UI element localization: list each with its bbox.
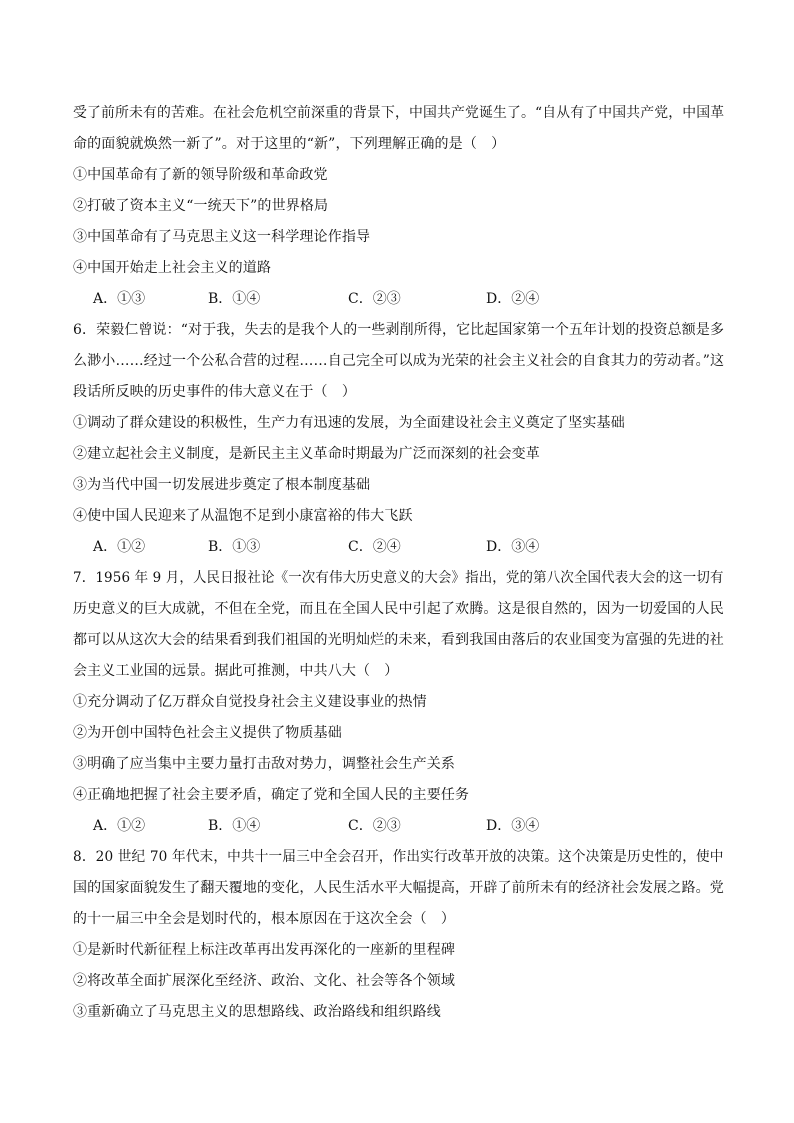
- question-8-text-line: 的十一届三中全会是划时代的，根本原因在于这次全会（ ）: [73, 911, 456, 927]
- option-b[interactable]: B．①③: [208, 539, 261, 555]
- option-b[interactable]: B．①④: [208, 291, 261, 307]
- option-c[interactable]: C．②③: [348, 818, 401, 834]
- option-c[interactable]: C．②③: [348, 291, 401, 307]
- question-8-statement: ①是新时代新征程上标注改革再出发再深化的一座新的里程碑: [73, 942, 456, 958]
- question-5-text-line: 命的面貌就焕然一新了”。对于这里的“新”，下列理解正确的是（ ）: [73, 136, 506, 152]
- option-d[interactable]: D．②④: [486, 291, 540, 307]
- question-8-text-line: 国的国家面貌发生了翻天覆地的变化，人民生活水平大幅提高，开辟了前所未有的经济社会发展之路。党: [73, 880, 724, 896]
- question-6-statement: ③为当代中国一切发展进步奠定了根本制度基础: [73, 477, 371, 493]
- question-7-text-line: 会主义工业国的远景。据此可推测，中共八大（ ）: [73, 663, 399, 679]
- question-8-text-line: 8．20 世纪 70 年代末，中共十一届三中全会召开，作出实行改革开放的决策。这个决策是历史性的，使中: [73, 849, 724, 865]
- question-8-statement: ③重新确立了马克思主义的思想路线、政治路线和组织路线: [73, 1004, 441, 1020]
- question-5-statement: ①中国革命有了新的领导阶级和革命政党: [73, 167, 328, 183]
- question-7-statement: ②为开创中国特色社会主义提供了物质基础: [73, 725, 342, 741]
- option-a[interactable]: A．①②: [93, 818, 146, 834]
- question-5-statement: ③中国革命有了马克思主义这一科学理论作指导: [73, 229, 371, 245]
- question-5-text-line: 受了前所未有的苦难。在社会危机空前深重的背景下，中国共产党诞生了。“自从有了中国共产党，中国革: [73, 105, 725, 121]
- question-7-statement: ③明确了应当集中主要力量打击敌对势力，调整社会生产关系: [73, 756, 456, 772]
- option-c[interactable]: C．②④: [348, 539, 401, 555]
- question-7-text-line: 7．1956 年 9 月，人民日报社论《一次有伟大历史意义的大会》指出，党的第八次全国代表大会的这一切有: [73, 570, 724, 586]
- question-6-text-line: 么渺小……经过一个公私合营的过程……自己完全可以成为光荣的社会主义社会的自食其力的劳动者。”这: [73, 353, 725, 369]
- option-a[interactable]: A．①③: [93, 291, 146, 307]
- question-5-statement: ④中国开始走上社会主义的道路: [73, 260, 272, 276]
- question-7-text-line: 都可以从这次大会的结果看到我们祖国的光明灿烂的未来，看到我国由落后的农业国变为富强的先进的社: [73, 632, 724, 648]
- option-b[interactable]: B．①④: [208, 818, 261, 834]
- question-5-statement: ②打破了资本主义“一统天下”的世界格局: [73, 198, 329, 214]
- question-7-statement: ①充分调动了亿万群众自觉投身社会主义建设事业的热情: [73, 694, 427, 710]
- question-6-statement: ④使中国人民迎来了从温饱不足到小康富裕的伟大飞跃: [73, 508, 413, 524]
- question-7-text-line: 历史意义的巨大成就，不但在全党，而且在全国人民中引起了欢腾。这是很自然的，因为一切爱国的人民: [73, 601, 724, 617]
- option-d[interactable]: D．③④: [486, 818, 540, 834]
- question-7-statement: ④正确地把握了社会主要矛盾，确定了党和全国人民的主要任务: [73, 787, 470, 803]
- question-8-statement: ②将改革全面扩展深化至经济、政治、文化、社会等各个领域: [73, 973, 456, 989]
- question-6-statement: ②建立起社会主义制度，是新民主主义革命时期最为广泛而深刻的社会变革: [73, 446, 540, 462]
- question-6-statement: ①调动了群众建设的积极性，生产力有迅速的发展，为全面建设社会主义奠定了坚实基础: [73, 415, 625, 431]
- option-a[interactable]: A．①②: [93, 539, 146, 555]
- question-6-text-line: 6．荣毅仁曾说：“对于我，失去的是我个人的一些剥削所得，它比起国家第一个五年计划的投资总额是多: [73, 322, 725, 338]
- option-d[interactable]: D．③④: [486, 539, 540, 555]
- question-6-text-line: 段话所反映的历史事件的伟大意义在于（ ）: [73, 384, 356, 400]
